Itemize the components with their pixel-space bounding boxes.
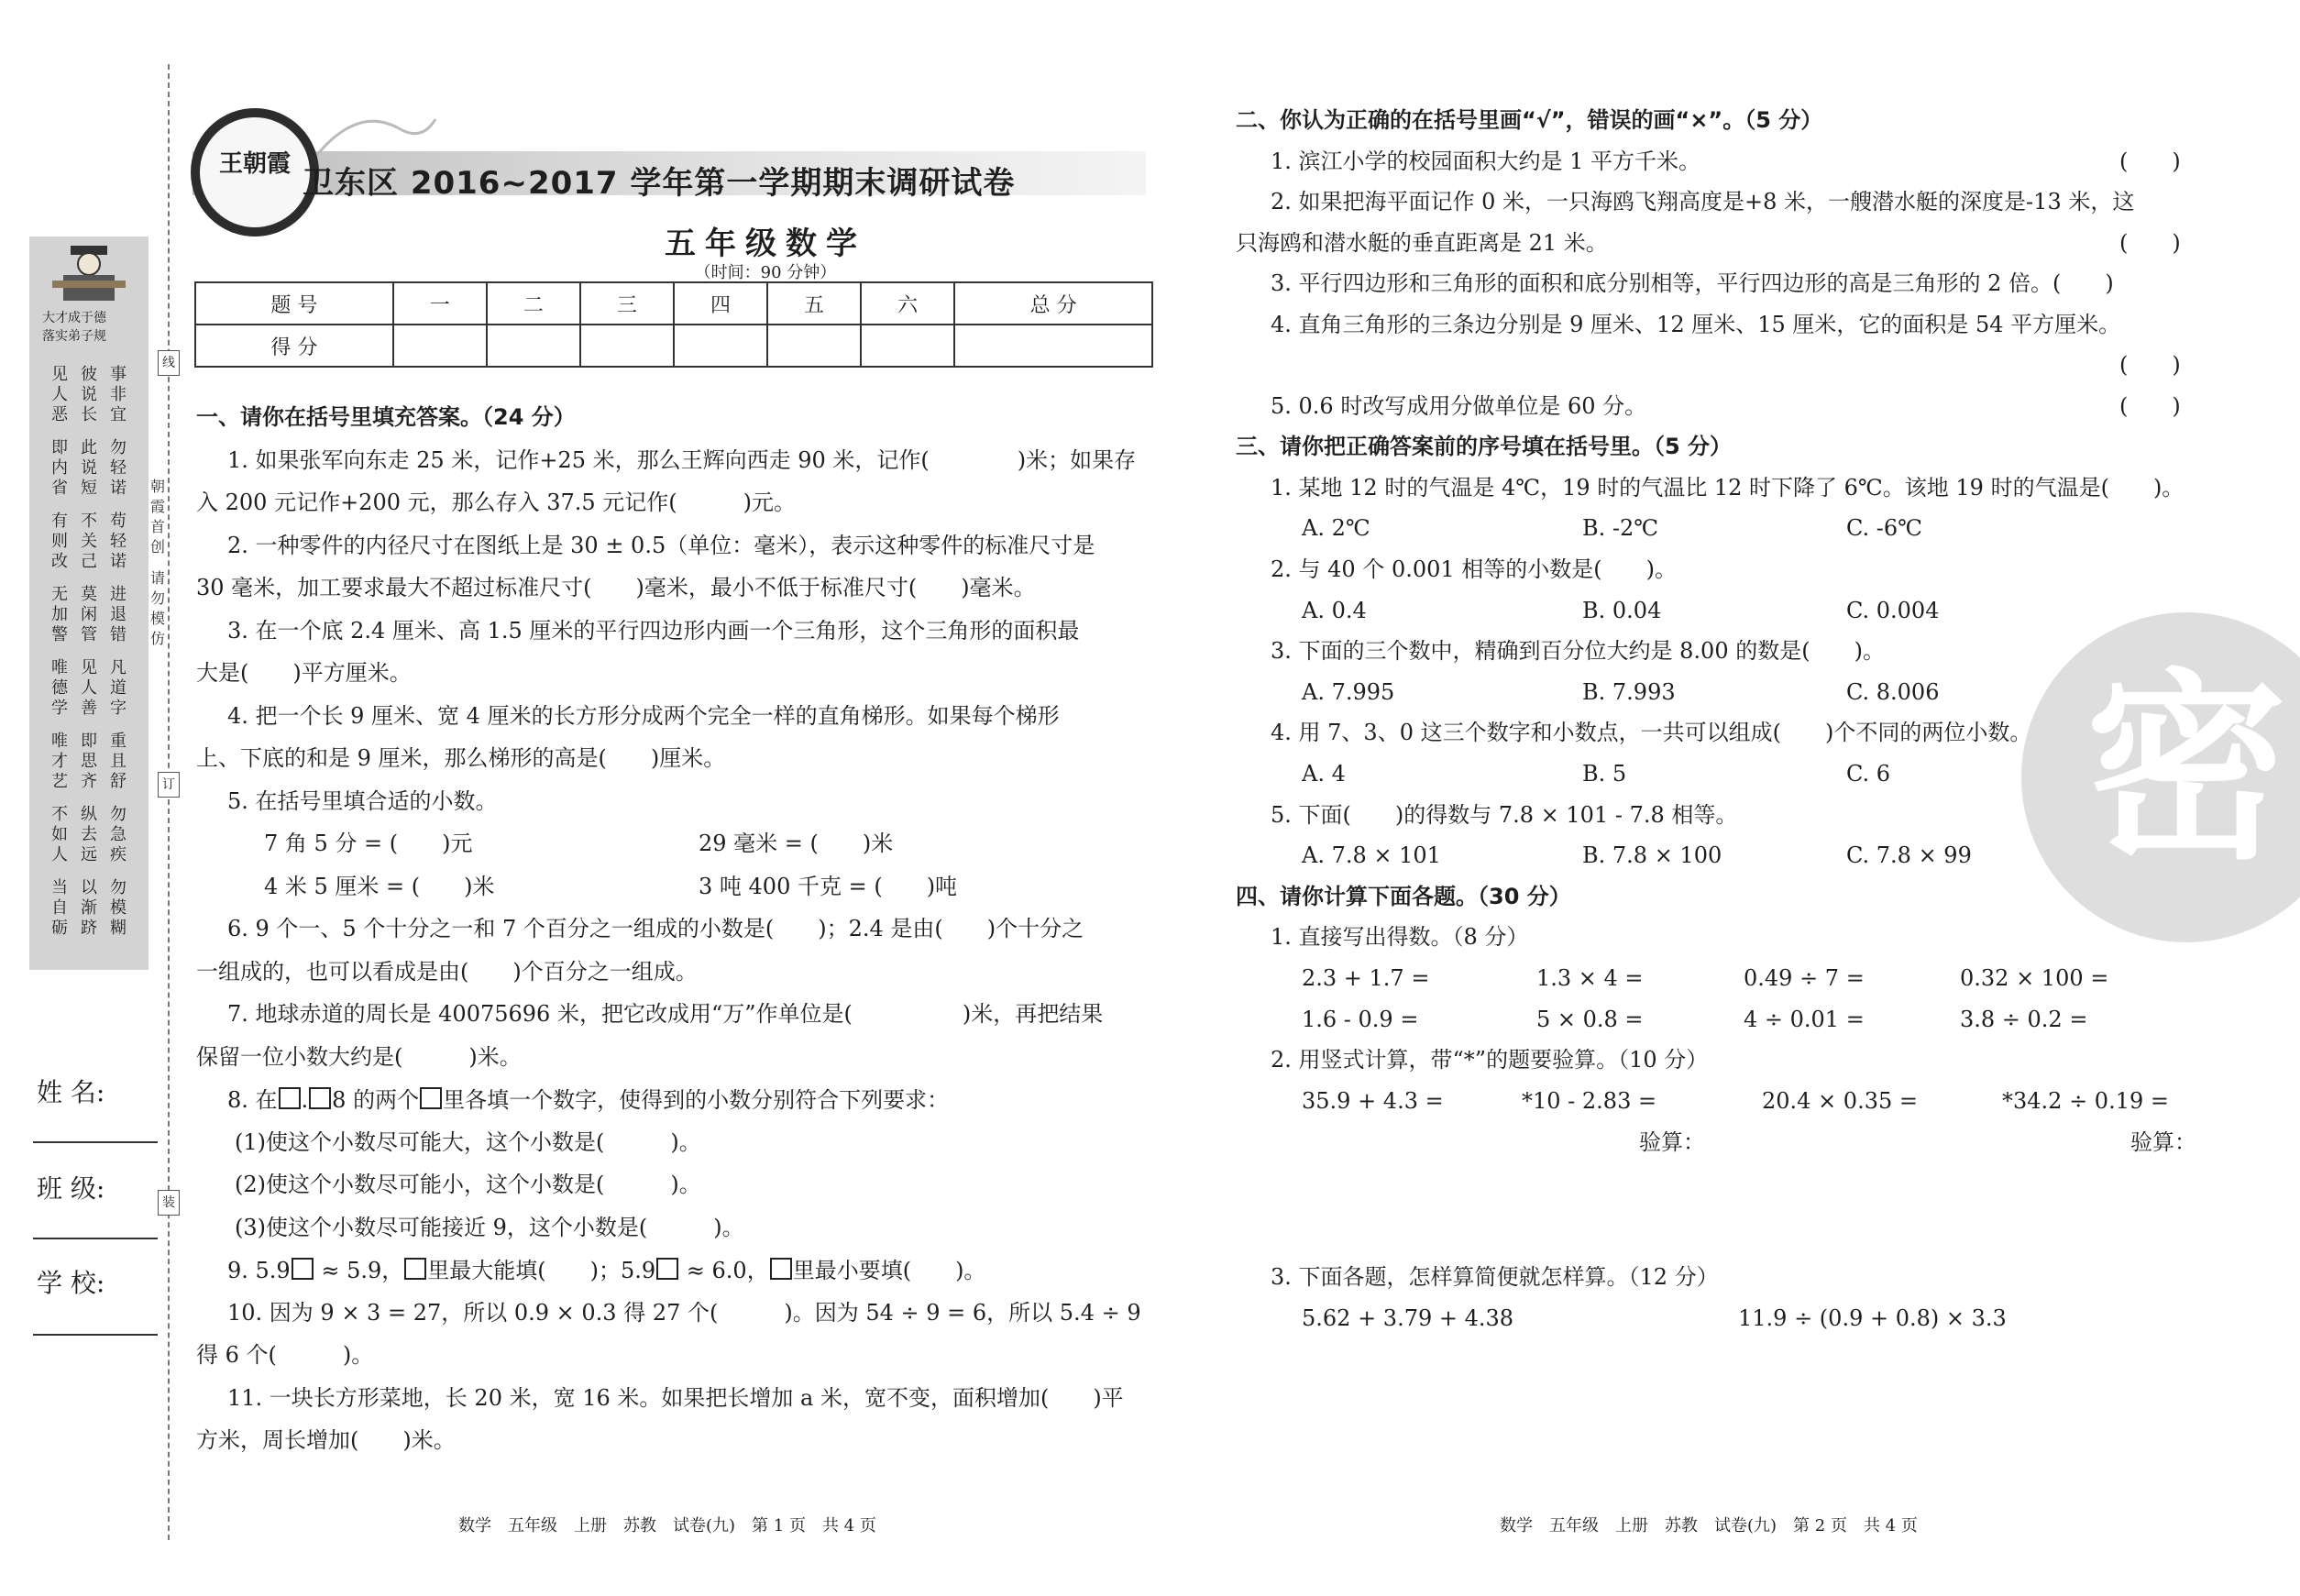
q8-item: (1)使这个小数尽可能大，这个小数是( )。: [235, 1129, 701, 1155]
section2-heading: 二、你认为正确的在括号里画“√”，错误的画“×”。（5 分）: [1236, 107, 1823, 133]
s3-option[interactable]: A. 7.995: [1302, 679, 1395, 705]
s1-line: 方米，周长增加( )米。: [196, 1427, 456, 1453]
sidebar-verse-column: 以 渐 跻: [81, 878, 97, 938]
fill-item: 3 吨 400 千克 = ( )吨: [699, 874, 958, 899]
score-cell: 五: [767, 282, 861, 325]
score-table: [194, 281, 1153, 368]
s4-part2: 2. 用竖式计算，带“*”的题要验算。（10 分）: [1271, 1047, 1709, 1073]
motto-top: 大才成于德: [42, 311, 106, 325]
q8-item: (3)使这个小数尽可能接近 9，这个小数是( )。: [235, 1215, 744, 1240]
sidebar-verse-column: 勿 模 糊: [110, 878, 127, 938]
s3-question: 3. 下面的三个数中，精确到百分位大约是 8.00 的数是( )。: [1271, 638, 1885, 664]
calc-item: 1.6 - 0.9 =: [1302, 1007, 1419, 1032]
s3-option[interactable]: B. 7.8 × 100: [1582, 842, 1722, 868]
s2-line: 5. 0.6 时改写成用分做单位是 60 分。: [1271, 393, 1647, 419]
score-input-cell[interactable]: [393, 325, 487, 367]
s3-option[interactable]: C. 7.8 × 99: [1846, 842, 1972, 868]
school-field-line[interactable]: [33, 1334, 158, 1336]
sidebar-verse-column: 莫 闲 管: [81, 585, 97, 644]
s1-line: 7. 地球赤道的周长是 40075696 米，把它改成用“万”作单位是( )米，再把结果: [227, 1001, 1104, 1027]
calc-item: 1.3 × 4 =: [1536, 965, 1644, 991]
s1-line: 5. 在括号里填合适的小数。: [227, 788, 498, 814]
digit-box-symbol: [404, 1258, 426, 1280]
s3-question: 2. 与 40 个 0.001 相等的小数是( )。: [1271, 556, 1678, 582]
s1-line: 1. 如果张军向东走 25 米，记作+25 米，那么王辉向西走 90 米，记作( )米；如果存: [227, 447, 1137, 473]
calc-item: 0.32 × 100 =: [1960, 965, 2109, 991]
s2-line: 1. 滨江小学的校园面积大约是 1 平方千米。: [1271, 149, 1701, 174]
score-cell: 二: [487, 282, 580, 325]
sidebar-verse-column: 此 说 短: [81, 438, 97, 498]
s3-option[interactable]: A. 0.4: [1302, 598, 1367, 623]
calc-item: 2.3 + 1.7 =: [1302, 965, 1430, 991]
s1-line: 保留一位小数大约是( )米。: [196, 1044, 522, 1070]
score-cell: 题 号: [195, 282, 393, 325]
digit-box-symbol: [770, 1258, 792, 1280]
s3-question: 1. 某地 12 时的气温是 4℃，19 时的气温比 12 时下降了 6℃。该地 19 时的气温是( )。: [1271, 475, 2184, 501]
s2-line: 2. 如果把海平面记作 0 米，一只海鸥飞翔高度是+8 米，一艘潜水艇的深度是-13 米，这: [1271, 189, 2135, 215]
sidebar-verse-column: 事 非 宜: [110, 365, 127, 424]
sidebar-verse-column: 不 如 人: [51, 805, 68, 864]
s2-paren[interactable]: ( ): [2119, 393, 2181, 419]
score-table-score-row: [195, 325, 1152, 367]
binding-line: [168, 64, 170, 1540]
side-note-original: 朝 霞 首 创: [149, 478, 165, 556]
digit-box[interactable]: [656, 1258, 678, 1280]
sidebar-verse-column: 勿 急 疾: [110, 805, 127, 864]
digit-box-symbol: [420, 1087, 442, 1109]
score-table-header-row: [195, 282, 1152, 325]
check-label: 验算：: [2130, 1129, 2196, 1155]
section3-heading: 三、请你把正确答案前的序号填在括号里。（5 分）: [1236, 434, 1733, 459]
name-label: 姓 名:: [37, 1077, 105, 1107]
vertical-calc-item: *10 - 2.83 =: [1522, 1088, 1657, 1114]
ribbon-decoration-icon: [312, 101, 440, 165]
s1-line: 11. 一块长方形菜地，长 20 米，宽 16 米。如果把长增加 a 米，宽不变，面积增加( )平: [227, 1385, 1124, 1411]
sidebar-verse-column: 唯 德 学: [51, 658, 68, 718]
sidebar-verse-column: 见 人 恶: [51, 365, 68, 424]
q8-item: (2)使这个小数尽可能小，这个小数是( )。: [235, 1172, 701, 1197]
exam-title: 卫东区 2016~2017 学年第一学期期末调研试卷: [303, 165, 1016, 202]
sidebar-verse-column: 即 思 齐: [81, 732, 97, 791]
sidebar-verse-column: 唯 才 艺: [51, 732, 68, 791]
sidebar-verse-column: 苟 轻 诺: [110, 512, 127, 571]
sidebar-verse-column: 彼 说 长: [81, 365, 97, 424]
score-cell: 一: [393, 282, 487, 325]
sidebar-verse-column: 重 且 舒: [110, 732, 127, 791]
fill-item: 29 毫米 = ( )米: [699, 831, 894, 856]
sidebar-verse-column: 即 内 省: [51, 438, 68, 498]
calc-item: 3.8 ÷ 0.2 =: [1960, 1007, 2088, 1032]
s1-line: 一组成的，也可以看成是由( )个百分之一组成。: [196, 959, 698, 985]
brand-logo: 王朝霞: [191, 108, 319, 237]
score-cell: 总 分: [954, 282, 1152, 325]
digit-box[interactable]: [309, 1087, 331, 1109]
s1-line: 大是( )平方厘米。: [196, 660, 412, 686]
check-label: 验算：: [1639, 1129, 1705, 1155]
s3-option[interactable]: A. 2℃: [1302, 515, 1370, 541]
section4-heading: 四、请你计算下面各题。（30 分）: [1236, 884, 1571, 909]
s4-part1: 1. 直接写出得数。（8 分）: [1271, 924, 1529, 950]
s2-line: 只海鸥和潜水艇的垂直距离是 21 米。: [1236, 230, 1608, 256]
s1-line: 10. 因为 9 × 3 = 27，所以 0.9 × 0.3 得 27 个( )。因为 54 ÷ 9 = 6，所以 5.4 ÷ 9: [227, 1300, 1141, 1326]
name-field-line[interactable]: [33, 1141, 158, 1143]
s3-option[interactable]: B. 7.993: [1582, 679, 1676, 705]
s1-line: 4. 把一个长 9 厘米、宽 4 厘米的长方形分成两个完全一样的直角梯形。如果每个梯形: [227, 703, 1060, 729]
seal-mark-order: 订: [158, 772, 180, 798]
s1-line: 3. 在一个底 2.4 厘米、高 1.5 厘米的平行四边形内画一个三角形，这个三角形的面积最: [227, 618, 1080, 644]
time-limit: （时间：90 分钟）: [694, 263, 837, 282]
digit-box[interactable]: [292, 1258, 314, 1280]
s3-option[interactable]: C. -6℃: [1846, 515, 1922, 541]
calc-item: 5 × 0.8 =: [1536, 1007, 1644, 1032]
score-cell: 四: [674, 282, 767, 325]
s2-paren[interactable]: ( ): [2119, 352, 2181, 378]
score-cell: 六: [861, 282, 954, 325]
score-cell: 得 分: [195, 325, 393, 367]
s2-paren[interactable]: ( ): [2119, 149, 2181, 174]
q9-stem: 9. 5.9 ≈ 5.9， 里最大能填( )；5.9 ≈ 6.0， 里最小要填( )。: [227, 1258, 986, 1283]
s3-question: 5. 下面( )的得数与 7.8 × 101 - 7.8 相等。: [1271, 802, 1738, 828]
sidebar-verse-column: 无 加 警: [51, 585, 68, 644]
q8-stem: 8. 在 . 8 的两个 里各填一个数字，使得到的小数分别符合下列要求：: [227, 1087, 950, 1113]
sidebar-verse-column: 见 人 善: [81, 658, 97, 718]
s1-line: 入 200 元记作+200 元，那么存入 37.5 元记作( )元。: [196, 490, 797, 515]
s1-line: 6. 9 个一、5 个十分之一和 7 个百分之一组成的小数是( )；2.4 是由( )个十分之: [227, 916, 1084, 941]
vertical-calc-item: *34.2 ÷ 0.19 =: [2002, 1088, 2169, 1114]
score-cell: 三: [580, 282, 674, 325]
s1-line: 30 毫米，加工要求最大不超过标准尺寸( )毫米，最小不低于标准尺寸( )毫米。: [196, 575, 1036, 600]
seal-mark-line: 线: [158, 350, 180, 376]
s1-line: 上、下底的和是 9 厘米，那么梯形的高是( )厘米。: [196, 745, 726, 771]
sidebar-verse-column: 勿 轻 诺: [110, 438, 127, 498]
score-input-cell[interactable]: [861, 325, 954, 367]
s3-option[interactable]: C. 0.004: [1846, 598, 1940, 623]
s3-option[interactable]: B. 0.04: [1582, 598, 1662, 623]
s2-paren[interactable]: ( ): [2119, 230, 2181, 256]
calc-item: 0.49 ÷ 7 =: [1744, 965, 1865, 991]
calc-item: 4 ÷ 0.01 =: [1744, 1007, 1865, 1032]
sidebar-verse-column: 进 退 错: [110, 585, 127, 644]
s2-line: 3. 平行四边形和三角形的面积和底分别相等，平行四边形的高是三角形的 2 倍。( ): [1271, 270, 2114, 296]
simplify-item: 11.9 ÷ (0.9 + 0.8) × 3.3: [1738, 1305, 2007, 1331]
s1-line: 2. 一种零件的内径尺寸在图纸上是 30 ± 0.5（单位：毫米），表示这种零件的标准尺寸是: [227, 533, 1095, 558]
s4-part3: 3. 下面各题，怎样算简便就怎样算。（12 分）: [1271, 1264, 1719, 1290]
sidebar-verse-column: 当 自 砺: [51, 878, 68, 938]
class-label: 班 级:: [37, 1173, 105, 1204]
score-input-cell[interactable]: [674, 325, 767, 367]
fill-item: 7 角 5 分 = ( )元: [264, 831, 473, 856]
side-note-no-copy: 请 勿 模 仿: [149, 569, 165, 647]
seal-mark-bind: 装: [158, 1190, 180, 1216]
sidebar-verse-column: 有 则 改: [51, 512, 68, 571]
s3-option[interactable]: C. 6: [1846, 761, 1891, 787]
vertical-calc-item: 35.9 + 4.3 =: [1302, 1088, 1444, 1114]
digit-box[interactable]: [279, 1087, 301, 1109]
vertical-calc-item: 20.4 × 0.35 =: [1762, 1088, 1918, 1114]
s2-line: 4. 直角三角形的三条边分别是 9 厘米、12 厘米、15 厘米，它的面积是 54 平方厘米。: [1271, 312, 2121, 337]
s3-option[interactable]: B. 5: [1582, 761, 1627, 787]
score-input-cell[interactable]: [954, 325, 1152, 367]
confidential-seal-icon: 密: [2021, 612, 2300, 942]
school-label: 学 校:: [37, 1268, 105, 1298]
motto-bottom: 落实弟子规: [42, 329, 106, 344]
section1-heading: 一、请你在括号里填充答案。（24 分）: [196, 404, 576, 430]
score-input-cell[interactable]: [580, 325, 674, 367]
s3-option[interactable]: A. 7.8 × 101: [1302, 842, 1441, 868]
s3-question: 4. 用 7、3、0 这三个数字和小数点，一共可以组成( )个不同的两位小数。: [1271, 720, 2032, 745]
sidebar-verse-column: 不 关 己: [81, 512, 97, 571]
score-input-cell[interactable]: [487, 325, 580, 367]
sidebar-verse-column: 纵 去 远: [81, 805, 97, 864]
s3-option[interactable]: B. -2℃: [1582, 515, 1659, 541]
subject-title: 五年级数学: [665, 226, 866, 262]
s3-option[interactable]: A. 4: [1302, 761, 1346, 787]
fill-item: 4 米 5 厘米 = ( )米: [264, 874, 495, 899]
footer-page-2: 数学 五年级 上册 苏教 试卷(九) 第 2 页 共 4 页: [1500, 1516, 1918, 1535]
s1-line: 得 6 个( )。: [196, 1342, 374, 1368]
sidebar-verse-column: 凡 道 字: [110, 658, 127, 718]
class-field-line[interactable]: [33, 1238, 158, 1239]
score-input-cell[interactable]: [767, 325, 861, 367]
simplify-item: 5.62 + 3.79 + 4.38: [1302, 1305, 1514, 1331]
footer-page-1: 数学 五年级 上册 苏教 试卷(九) 第 1 页 共 4 页: [458, 1516, 876, 1535]
s3-option[interactable]: C. 8.006: [1846, 679, 1940, 705]
